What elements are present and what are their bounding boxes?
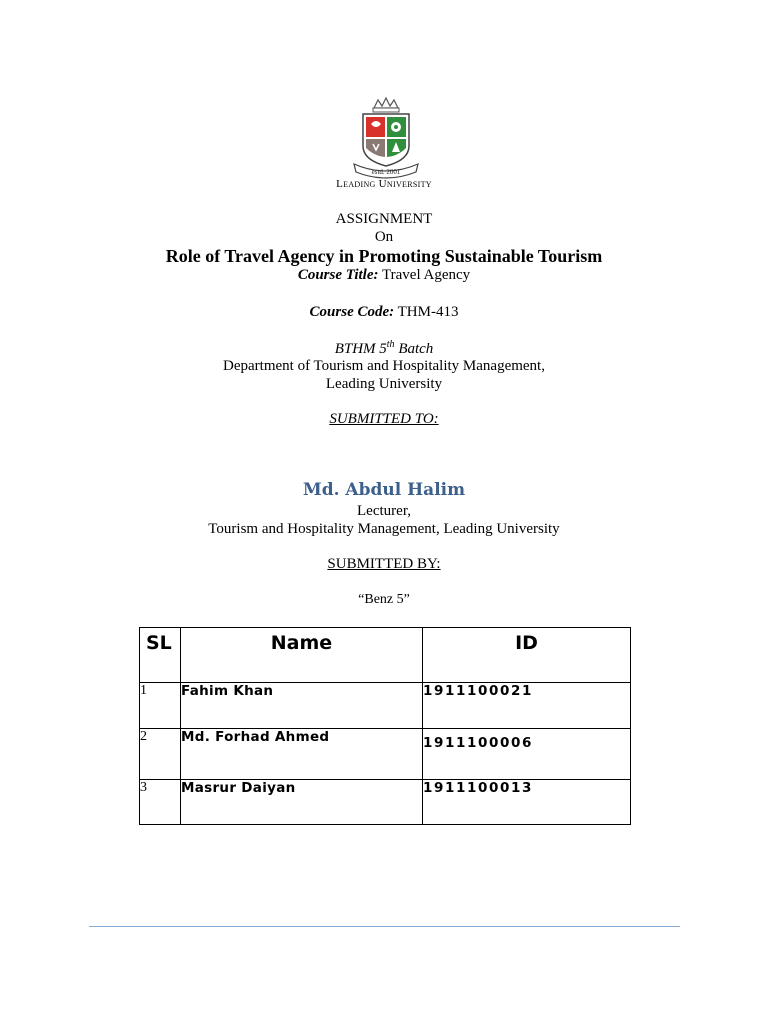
course-code-value: THM-413	[397, 304, 459, 320]
batch-prefix: BTHM 5	[334, 341, 387, 357]
row-name: Masrur Daiyan	[181, 780, 423, 825]
row-id: 1911100021	[423, 683, 631, 729]
table-row	[140, 729, 631, 780]
course-title-line	[0, 267, 768, 284]
submitted-by-label	[0, 556, 768, 573]
university-line: Leading University	[325, 376, 443, 392]
row-sl: 1	[140, 683, 181, 729]
lecturer-name: Md. Abdul Halim	[302, 480, 466, 500]
header-sl: SL	[140, 628, 181, 683]
course-code-line	[0, 304, 768, 321]
course-code-label: Course Code:	[309, 304, 395, 320]
submitted-by-text: SUBMITTED BY:	[327, 556, 441, 572]
course-title-label: Course Title:	[297, 267, 379, 283]
row-id: 1911100013	[423, 780, 631, 825]
header-name: Name	[181, 628, 423, 683]
row-sl: 2	[140, 729, 181, 780]
row-sl: 3	[140, 780, 181, 825]
table-row	[140, 780, 631, 825]
logo-caption: Leading University	[336, 178, 432, 190]
lecturer-designation: Lecturer,	[357, 503, 411, 519]
department-line: Department of Tourism and Hospitality Management,	[223, 358, 545, 374]
on-text: On	[374, 229, 394, 245]
members-table	[139, 627, 631, 825]
assignment-title: Role of Travel Agency in Promoting Sustainable Tourism	[165, 246, 603, 266]
row-name: Fahim Khan	[181, 683, 423, 729]
batch-sup: th	[386, 339, 395, 350]
submitted-to-text: SUBMITTED TO:	[329, 411, 439, 427]
table-header-row	[140, 628, 631, 683]
lecturer-affiliation: Tourism and Hospitality Management, Leading University	[208, 521, 560, 537]
table-row	[140, 683, 631, 729]
row-id: 1911100006	[423, 729, 631, 780]
assignment-heading: ASSIGNMENT	[335, 211, 433, 227]
footer-divider	[89, 926, 680, 927]
submitted-to-label	[0, 411, 768, 428]
logo-year-text: estd. 2001	[371, 168, 401, 176]
header-id: ID	[423, 628, 631, 683]
group-name: “Benz 5”	[358, 592, 410, 607]
course-title-value: Travel Agency	[382, 267, 471, 283]
batch-line	[0, 339, 768, 358]
batch-suffix: Batch	[398, 341, 434, 357]
row-name: Md. Forhad Ahmed	[181, 729, 423, 780]
